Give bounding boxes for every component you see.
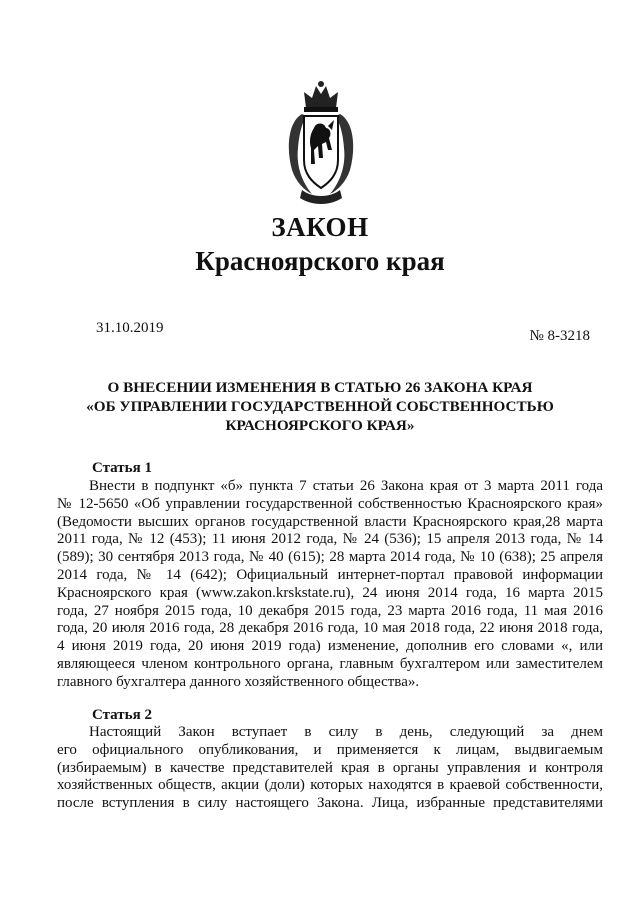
paragraph-line: № 12-5650 «Об управлении государственной собственностью Красноярского края» — [57, 495, 603, 512]
heading-line: «ОБ УПРАВЛЕНИИ ГОСУДАРСТВЕННОЙ СОБСТВЕННОСТЬЮ — [86, 398, 554, 415]
paragraph-line: 2011 года, № 12 (453); 11 июня 2012 года, № 24 (536); 15 апреля 2013 года, № 14 — [57, 531, 603, 548]
paragraph-line: Настоящий Закон вступает в силу в день, следующий за днем — [89, 724, 603, 740]
law-heading — [40, 378, 600, 435]
paragraph-line: после вступления в силу настоящего Закона. Лица, избранные представителями — [57, 795, 603, 812]
paragraph-line: года, 20 июля 2016 года, 28 декабря 2016 года, 10 мая 2018 года, 22 июня 2018 года, — [57, 620, 603, 637]
paragraph-line: (Ведомости высших органов государственной власти Красноярского края,28 марта — [57, 513, 603, 530]
paragraph-line: Внести в подпункт «б» пункта 7 статьи 26 Закона края от 3 марта 2011 года — [89, 478, 603, 494]
heading-line: О ВНЕСЕНИИ ИЗМЕНЕНИЯ В СТАТЬЮ 26 ЗАКОНА КРАЯ — [107, 379, 533, 396]
paragraph-line: его официального опубликования, и применяется к лицам, выдвигаемым — [57, 741, 603, 758]
paragraph-line: 2014 года, № 14 (642); Официальный интернет-портал правовой информации — [57, 566, 603, 583]
document-type-title: ЗАКОН — [271, 212, 369, 242]
paragraph-line: хозяйственных обществ, акции (доли) которых находятся в краевой собственности, — [57, 777, 603, 794]
heading-line: КРАСНОЯРСКОГО КРАЯ» — [225, 417, 415, 434]
article-2-title: Статья 2 — [92, 707, 152, 723]
paragraph-line: главного бухгалтера данного хозяйственного общества». — [57, 673, 420, 690]
issuing-region-title: Красноярского края — [195, 246, 445, 276]
paragraph-line: Красноярского края (www.zakon.krskstate.ru), 24 июня 2014 года, 16 марта 2015 — [57, 584, 603, 601]
paragraph-line: года, 27 ноября 2015 года, 10 декабря 2015 года, 23 марта 2016 года, 11 мая 2016 — [57, 602, 603, 619]
paragraph-line: являющееся членом контрольного органа, главным бухгалтером или заместителем — [57, 655, 603, 672]
paragraph-line: (589); 30 сентября 2013 года, № 40 (615); 28 марта 2014 года, № 10 (638); 25 апреля — [57, 549, 603, 566]
article-1-body — [57, 478, 603, 692]
document-date: 31.10.2019 — [96, 320, 164, 336]
paragraph-line: (избираемым) в качестве представителей края в органы управления и контроля — [57, 759, 603, 776]
article-2-body — [57, 724, 603, 813]
paragraph-line: 4 июня 2019 года, 20 июня 2019 года) изменение, дополнив его словами «, или — [57, 638, 603, 655]
article-1-title: Статья 1 — [92, 460, 152, 476]
document-number: № 8-3218 — [529, 328, 590, 344]
coat-of-arms-emblem — [282, 78, 360, 206]
